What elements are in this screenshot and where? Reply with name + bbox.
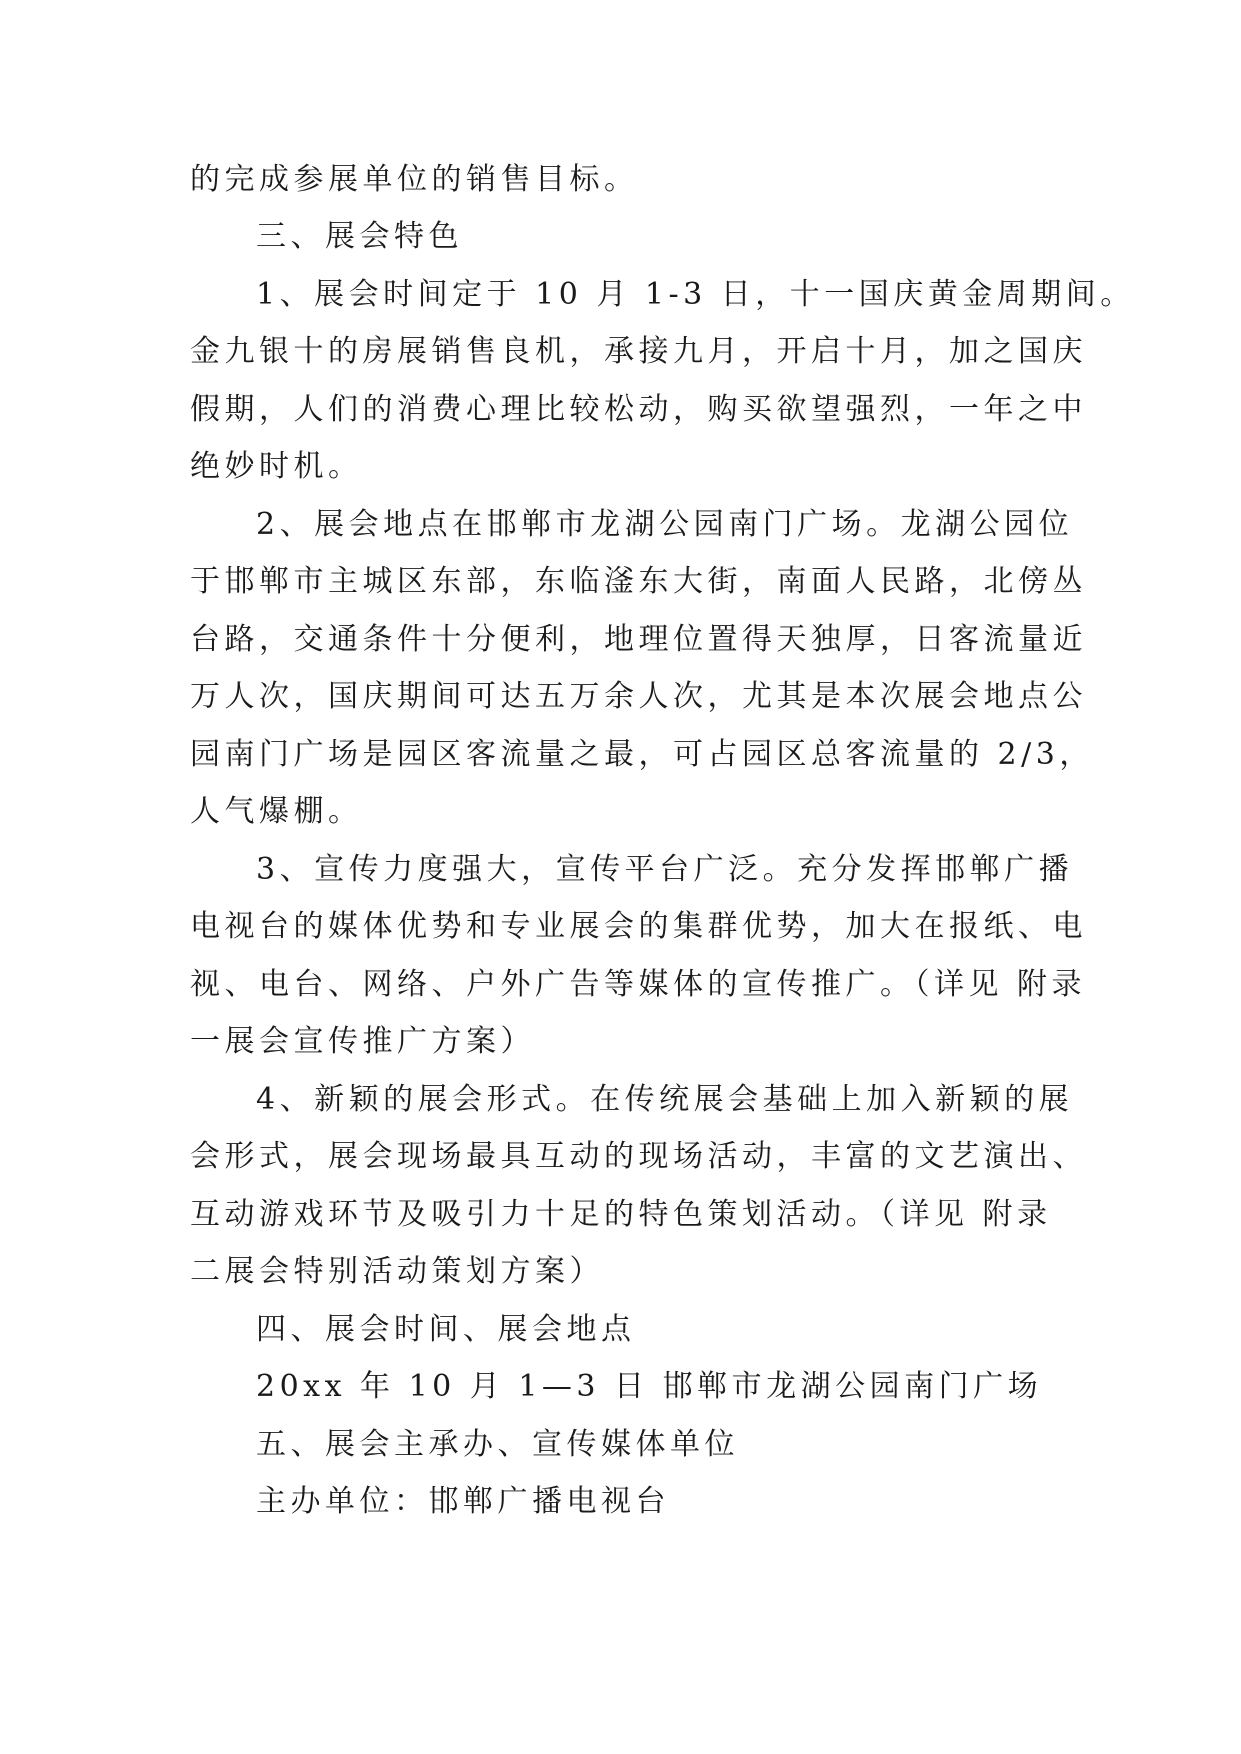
paragraph-line: 假期，人们的消费心理比较松动，购买欲望强烈，一年之中 <box>190 392 1087 427</box>
paragraph-line: 绝妙时机。 <box>190 449 363 484</box>
paragraph-line: 台路，交通条件十分便利，地理位置得天独厚，日客流量近 <box>190 622 1087 657</box>
paragraph-line: 会形式，展会现场最具互动的现场活动，丰富的文艺演出、 <box>190 1139 1087 1174</box>
paragraph-line: 园南门广场是园区客流量之最，可占园区总客流量的 2/3， <box>190 737 1094 772</box>
paragraph-line: 1、展会时间定于 10 月 1-3 日，十一国庆黄金周期间。 <box>256 277 1135 312</box>
paragraph-line: 视、电台、网络、户外广告等媒体的宣传推广。（详见 附录 <box>190 967 1087 1002</box>
section-heading-4: 四、展会时间、展会地点 <box>256 1312 636 1347</box>
paragraph-line: 4、新颖的展会形式。在传统展会基础上加入新颖的展 <box>256 1082 1074 1117</box>
paragraph-line: 的完成参展单位的销售目标。 <box>190 162 639 197</box>
paragraph-line: 主办单位：邯郸广播电视台 <box>256 1484 670 1519</box>
paragraph-line: 2、展会地点在邯郸市龙湖公园南门广场。龙湖公园位 <box>256 507 1074 542</box>
paragraph-line: 人气爆棚。 <box>190 794 363 829</box>
paragraph-line: 二展会特别活动策划方案） <box>190 1254 604 1289</box>
paragraph-line: 互动游戏环节及吸引力十足的特色策划活动。（详见 附录 <box>190 1197 1052 1232</box>
paragraph-line: 一展会宣传推广方案） <box>190 1024 535 1059</box>
paragraph-line: 于邯郸市主城区东部，东临滏东大街，南面人民路，北傍丛 <box>190 564 1087 599</box>
paragraph-line: 万人次，国庆期间可达五万余人次，尤其是本次展会地点公 <box>190 679 1087 714</box>
paragraph-line: 电视台的媒体优势和专业展会的集群优势，加大在报纸、电 <box>190 909 1087 944</box>
section-heading-3: 三、展会特色 <box>256 219 463 254</box>
paragraph-line: 金九银十的房展销售良机，承接九月，开启十月，加之国庆 <box>190 334 1087 369</box>
paragraph-line: 3、宣传力度强大，宣传平台广泛。充分发挥邯郸广播 <box>256 852 1074 887</box>
paragraph-line: 20xx 年 10 月 1—3 日 邯郸市龙湖公园南门广场 <box>256 1369 1043 1404</box>
section-heading-5: 五、展会主承办、宣传媒体单位 <box>256 1427 739 1462</box>
